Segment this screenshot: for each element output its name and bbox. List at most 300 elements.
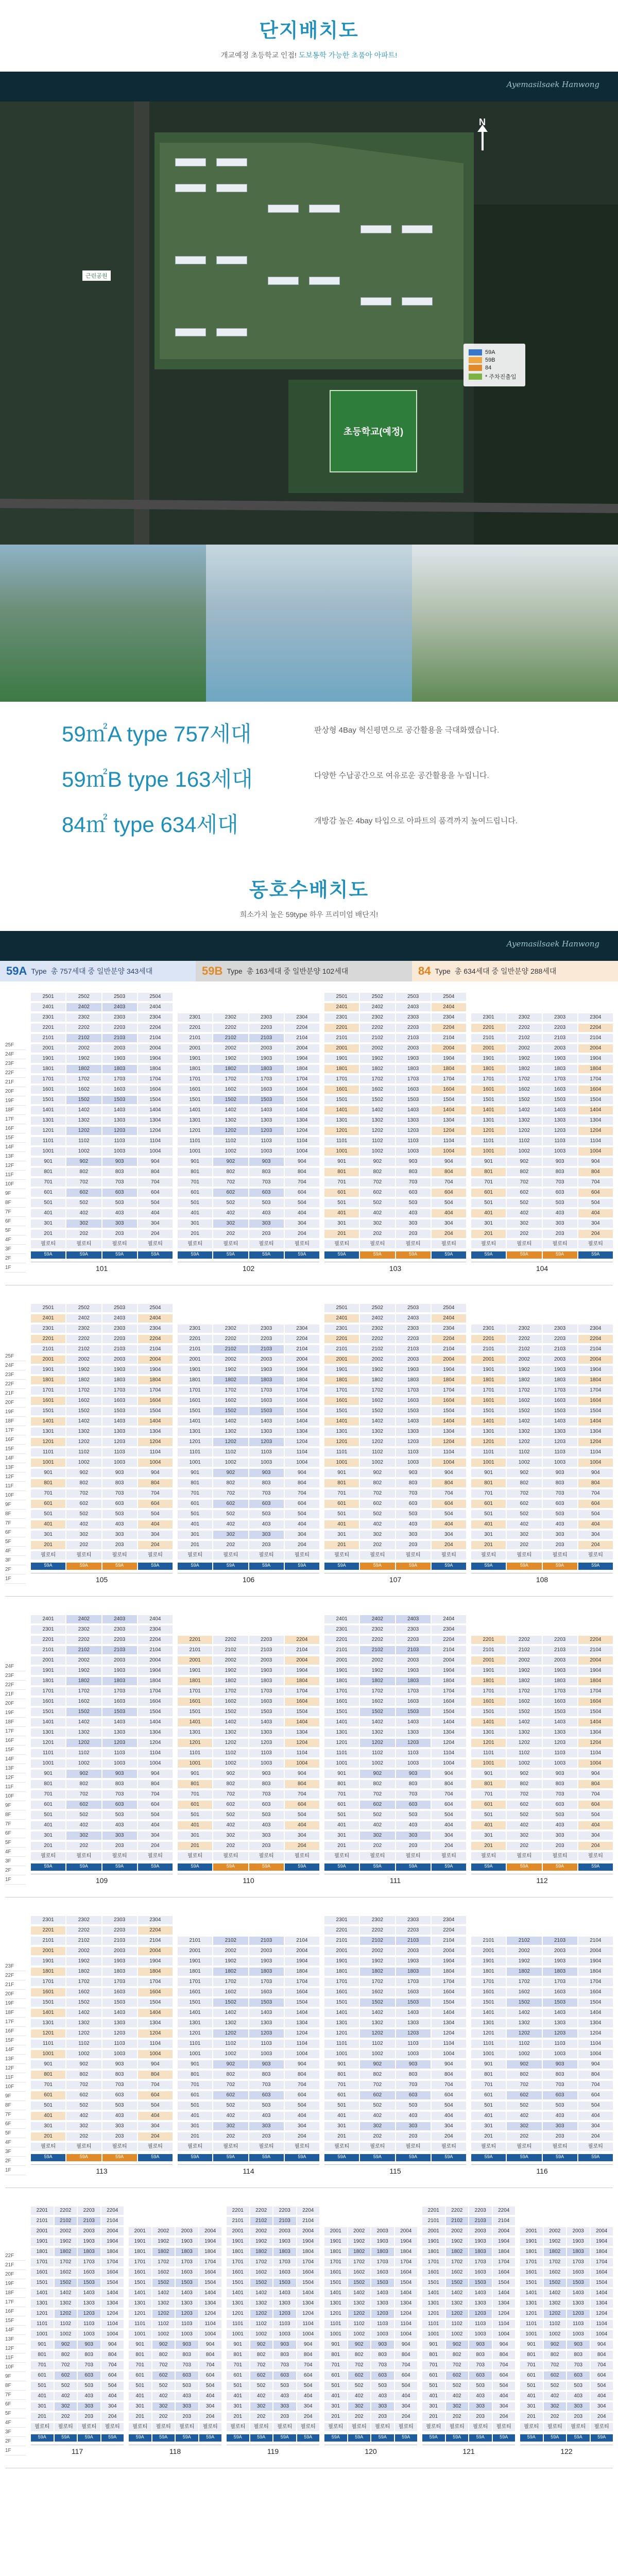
unit-cell: 1602 [213, 1086, 248, 1094]
unit-cell: 902 [213, 2060, 248, 2069]
unit-cell: 1302 [360, 1728, 394, 1737]
unit-cell: 602 [152, 2371, 175, 2380]
unit-cell: 2201 [227, 2207, 249, 2215]
unit-type-tag: 59A [213, 1863, 248, 1871]
unit-cell: 2101 [31, 1937, 65, 1945]
unit-cell: 2104 [578, 1646, 613, 1654]
unit-cell: 1201 [31, 2029, 65, 2038]
unit-cell: 2402 [360, 1314, 394, 1323]
unit-cell: 1302 [360, 1116, 394, 1125]
unit-cell: 2302 [360, 1916, 394, 1924]
unit-cell: 903 [396, 2060, 431, 2069]
floor-label: 20F [5, 1087, 26, 1096]
unit-cell: 1502 [213, 1407, 248, 1415]
unit-cell: 403 [176, 2392, 198, 2400]
unit-cell: 301 [471, 2122, 506, 2130]
unit-cell: 1302 [507, 1428, 541, 1436]
legend-item [469, 357, 520, 363]
unit-cell: 1604 [432, 1988, 466, 1996]
building-number: 111 [324, 1874, 466, 1885]
unit-cell: 2101 [471, 1646, 506, 1654]
unit-type-tag: 59A [578, 2154, 613, 2161]
unit-cell: 1702 [55, 2258, 77, 2266]
unit-cell: 2002 [66, 1656, 101, 1665]
unit-cell: 2104 [285, 1937, 319, 1945]
unit-cell: 2303 [102, 1625, 137, 1634]
unit-cell: 1204 [432, 1127, 466, 1135]
building-109 [31, 1615, 173, 1885]
unit-cell: 901 [422, 2341, 445, 2349]
unit-cell: 301 [324, 2122, 359, 2130]
unit-cell: 602 [360, 1500, 394, 1508]
unit-cell: 403 [249, 2112, 284, 2120]
floor-label: 24F [5, 1050, 26, 1059]
unit-cell: 802 [250, 2351, 273, 2359]
unit-cell: 2103 [78, 2217, 100, 2225]
unit-cell: 902 [250, 2341, 273, 2349]
floor-label: 9F [5, 1189, 26, 1198]
unit-cell: 필로티 [469, 2423, 492, 2431]
unit-cell: 1301 [31, 2299, 54, 2308]
floor-labels [5, 2251, 26, 2455]
floor-label: 8F [5, 1810, 26, 1820]
unit-cell: 필로티 [396, 1551, 431, 1560]
empty-unit [371, 2207, 394, 2215]
unit-cell: 902 [152, 2341, 175, 2349]
unit-cell: 1104 [578, 1749, 613, 1757]
unit-cell: 2001 [31, 1044, 65, 1053]
unit-cell: 1002 [213, 1147, 248, 1156]
unit-cell: 704 [285, 1489, 319, 1498]
unit-type-footer [31, 1251, 173, 1259]
unit-cell: 1402 [213, 2009, 248, 2017]
type-desc: 다양한 수납공간으로 여유로운 공간활용을 누립니다. [314, 771, 489, 780]
unit-cell: 1901 [31, 1055, 65, 1063]
unit-cell: 1602 [66, 1397, 101, 1405]
unit-cell: 1302 [213, 1428, 248, 1436]
unit-cell: 404 [285, 1821, 319, 1829]
unit-cell: 1404 [578, 1106, 613, 1114]
unit-cell: 1802 [213, 1968, 248, 1976]
unit-cell: 1403 [567, 2289, 590, 2297]
unit-cell: 1902 [360, 1055, 394, 1063]
unit-cell: 1901 [31, 1667, 65, 1675]
unit-cell: 1801 [31, 1376, 65, 1384]
unit-cell: 2202 [446, 2207, 469, 2215]
unit-cell: 2204 [578, 1335, 613, 1343]
unit-cell: 2004 [285, 1355, 319, 1364]
unit-cell: 2002 [152, 2227, 175, 2235]
unit-cell: 1302 [250, 2299, 273, 2308]
unit-cell: 2202 [360, 1335, 394, 1343]
unit-cell: 1103 [543, 2040, 577, 2048]
unit-cell: 2203 [396, 1024, 431, 1032]
unit-cell: 302 [152, 2402, 175, 2411]
floor-label: 12F [5, 1472, 26, 1482]
unit-cell: 2302 [66, 1325, 101, 1333]
unit-cell: 2303 [249, 1013, 284, 1022]
unit-cell: 2001 [471, 1947, 506, 1955]
unit-cell: 701 [178, 1178, 212, 1187]
unit-cell: 1102 [213, 1448, 248, 1456]
unit-cell: 1402 [250, 2289, 273, 2297]
empty-unit [285, 1916, 319, 1924]
unit-cell: 1901 [129, 2238, 151, 2246]
unit-cell: 1302 [66, 1728, 101, 1737]
unit-cell: 2003 [371, 2227, 394, 2235]
unit-cell: 2002 [360, 1355, 394, 1364]
unit-cell: 801 [471, 1780, 506, 1788]
unit-cell: 1003 [396, 1459, 431, 1467]
unit-cell: 402 [360, 1520, 394, 1529]
unit-plan-title: 동호수배치도 [249, 879, 369, 901]
unit-cell: 2104 [138, 1034, 173, 1042]
unit-cell: 2002 [507, 1355, 541, 1364]
unit-cell: 1302 [507, 2019, 541, 2027]
floor-label: 25F [5, 1041, 26, 1050]
unit-cell: 701 [178, 2081, 212, 2089]
unit-cell: 1104 [493, 2320, 516, 2328]
unit-cell: 1201 [324, 2029, 359, 2038]
unit-cell: 904 [578, 1158, 613, 1166]
empty-unit [591, 2207, 613, 2215]
unit-grid [422, 2207, 515, 2432]
unit-cell: 2104 [493, 2217, 516, 2225]
unit-cell: 1101 [324, 1749, 359, 1757]
unit-cell: 1004 [578, 1459, 613, 1467]
unit-cell: 1404 [297, 2289, 320, 2297]
section-band [0, 72, 618, 101]
unit-cell: 203 [102, 1842, 137, 1850]
unit-cell: 1804 [138, 1065, 173, 1073]
unit-cell: 1402 [446, 2289, 469, 2297]
unit-cell: 1401 [178, 2009, 212, 2017]
unit-cell: 203 [102, 2132, 137, 2141]
unit-cell: 401 [31, 2392, 54, 2400]
building-113 [31, 1916, 173, 2175]
unit-cell: 1004 [285, 1759, 319, 1768]
unit-cell: 1602 [507, 1988, 541, 1996]
unit-cell: 1403 [249, 1718, 284, 1726]
unit-cell: 1504 [432, 1096, 466, 1104]
unit-cell: 2304 [138, 1013, 173, 1022]
unit-cell: 504 [138, 1811, 173, 1819]
unit-cell: 803 [543, 2071, 577, 2079]
unit-cell: 2002 [66, 1355, 101, 1364]
unit-cell: 필로티 [102, 1240, 137, 1248]
unit-cell: 1803 [102, 1677, 137, 1685]
floor-label: 13F [5, 1764, 26, 1773]
unit-cell: 1603 [273, 2268, 296, 2277]
unit-cell: 2101 [422, 2217, 445, 2225]
legend-label: * 주차진출입 [485, 374, 517, 380]
unit-cell: 1603 [102, 1988, 137, 1996]
unit-cell: 2104 [138, 1937, 173, 1945]
unit-type-footer [520, 2434, 613, 2442]
empty-unit [567, 2207, 590, 2215]
unit-cell: 2202 [66, 1335, 101, 1343]
unit-grid [178, 1916, 319, 2152]
unit-cell: 603 [249, 2091, 284, 2099]
unit-cell: 1802 [66, 1065, 101, 1073]
unit-cell: 1802 [507, 1376, 541, 1384]
floor-label: 10F [5, 1180, 26, 1189]
unit-cell: 504 [432, 1510, 466, 1518]
unit-type-tag: 59A [324, 1563, 359, 1570]
unit-cell: 402 [348, 2392, 371, 2400]
legend-desc: 총 163세대 중 일반분양 102세대 [246, 967, 349, 975]
unit-cell: 2403 [396, 1615, 431, 1623]
unit-cell: 1903 [371, 2238, 394, 2246]
building-119 [227, 2207, 319, 2455]
unit-cell: 2502 [360, 1304, 394, 1312]
floor-label: 23F [5, 1059, 26, 1069]
unit-cell: 필로티 [178, 2143, 212, 2151]
unit-cell: 903 [567, 2341, 590, 2349]
unit-type-tag: 59A [249, 2154, 284, 2161]
unit-cell: 1703 [102, 1386, 137, 1395]
unit-cell: 2201 [324, 1335, 359, 1343]
unit-cell: 2101 [31, 2217, 54, 2225]
unit-cell: 702 [213, 1790, 248, 1799]
legend-type-suffix: Type [227, 967, 243, 975]
unit-cell: 804 [578, 1168, 613, 1176]
unit-cell: 1201 [471, 1438, 506, 1446]
unit-type-tag: 59A [471, 1563, 506, 1570]
unit-cell: 901 [324, 1469, 359, 1477]
unit-cell: 1402 [360, 1106, 394, 1114]
unit-cell: 203 [273, 2413, 296, 2421]
unit-cell: 601 [31, 1801, 65, 1809]
unit-cell: 202 [213, 2132, 248, 2141]
unit-cell: 1801 [31, 2248, 54, 2256]
unit-type-tag: 59A [138, 1251, 173, 1259]
unit-cell: 803 [78, 2351, 100, 2359]
unit-cell: 1202 [360, 1127, 394, 1135]
unit-cell: 1403 [543, 2009, 577, 2017]
empty-unit [591, 2217, 613, 2225]
unit-cell: 1104 [395, 2320, 418, 2328]
unit-cell: 1702 [507, 1075, 541, 1083]
unit-cell: 703 [273, 2361, 296, 2369]
unit-cell: 1904 [578, 1957, 613, 1965]
unit-cell: 1903 [102, 1366, 137, 1374]
unit-cell: 404 [432, 2112, 466, 2120]
unit-cell: 1304 [285, 1728, 319, 1737]
unit-cell: 1901 [471, 1957, 506, 1965]
empty-unit [507, 1304, 541, 1312]
unit-cell: 1601 [324, 2268, 347, 2277]
unit-type-tag: 59A [297, 2434, 320, 2442]
unit-cell: 203 [396, 1541, 431, 1549]
unit-cell: 1704 [578, 1075, 613, 1083]
unit-cell: 2003 [249, 1656, 284, 1665]
unit-cell: 401 [520, 2392, 543, 2400]
unit-cell: 701 [324, 1489, 359, 1498]
unit-cell: 1802 [507, 1677, 541, 1685]
unit-cell: 필로티 [543, 1551, 577, 1560]
unit-cell: 1701 [471, 1978, 506, 1986]
unit-cell: 1303 [78, 2299, 100, 2308]
unit-cell: 필로티 [31, 2423, 54, 2431]
unit-cell: 304 [578, 1219, 613, 1228]
unit-cell: 901 [471, 1469, 506, 1477]
unit-cell: 1002 [152, 2330, 175, 2338]
unit-cell: 1004 [138, 1759, 173, 1768]
unit-cell: 2003 [249, 1044, 284, 1053]
unit-cell: 802 [360, 2071, 394, 2079]
unit-cell: 2304 [578, 1325, 613, 1333]
unit-cell: 1001 [324, 2330, 347, 2338]
unit-cell: 201 [178, 2132, 212, 2141]
building-number: 120 [324, 2445, 417, 2455]
empty-unit [285, 993, 319, 1001]
unit-cell: 1703 [249, 1075, 284, 1083]
unit-cell: 2301 [178, 1013, 212, 1022]
legend-type-suffix: Type [31, 967, 47, 975]
unit-cell: 803 [543, 1479, 577, 1487]
floor-label: 12F [5, 1161, 26, 1171]
apartment-block [216, 184, 247, 192]
unit-cell: 1203 [543, 1438, 577, 1446]
unit-cell: 필로티 [102, 2143, 137, 2151]
unit-cell: 402 [507, 2112, 541, 2120]
unit-cell: 503 [543, 2102, 577, 2110]
unit-cell: 1601 [178, 1397, 212, 1405]
unit-cell: 1301 [324, 1116, 359, 1125]
unit-cell: 2003 [176, 2227, 198, 2235]
unit-cell: 1101 [324, 2040, 359, 2048]
unit-cell: 403 [78, 2392, 100, 2400]
unit-cell: 2401 [324, 1003, 359, 1011]
unit-cell: 402 [507, 1209, 541, 1217]
unit-grid [178, 1615, 319, 1861]
unit-cell: 401 [129, 2392, 151, 2400]
floor-label: 9F [5, 2092, 26, 2101]
unit-cell: 1702 [250, 2258, 273, 2266]
unit-cell: 1102 [507, 1448, 541, 1456]
unit-cell: 1003 [396, 1759, 431, 1768]
unit-cell: 501 [324, 1811, 359, 1819]
floor-label: 10F [5, 2082, 26, 2092]
unit-grid [129, 2207, 221, 2432]
unit-cell: 1902 [66, 1055, 101, 1063]
unit-cell: 603 [543, 1500, 577, 1508]
unit-cell: 1301 [471, 1116, 506, 1125]
unit-cell: 2403 [396, 1003, 431, 1011]
unit-cell: 1404 [578, 2009, 613, 2017]
unit-cell: 1103 [469, 2320, 492, 2328]
unit-cell: 1804 [395, 2248, 418, 2256]
unit-cell: 필로티 [31, 1852, 65, 1860]
unit-type-footer [324, 1563, 466, 1570]
floor-label: 20F [5, 1990, 26, 1999]
unit-cell: 1502 [507, 1998, 541, 2007]
unit-cell: 301 [471, 1531, 506, 1539]
unit-cell: 901 [520, 2341, 543, 2349]
unit-cell: 1702 [66, 1386, 101, 1395]
unit-cell: 2102 [507, 1937, 541, 1945]
unit-cell: 703 [249, 2081, 284, 2089]
unit-cell: 1902 [213, 1055, 248, 1063]
unit-cell: 1103 [102, 1137, 137, 1145]
unit-cell: 701 [422, 2361, 445, 2369]
unit-cell: 402 [66, 2112, 101, 2120]
unit-cell: 1803 [371, 2248, 394, 2256]
unit-cell: 804 [297, 2351, 320, 2359]
unit-cell: 903 [396, 1158, 431, 1166]
unit-cell: 1404 [578, 1417, 613, 1426]
unit-cell: 1603 [543, 1698, 577, 1706]
unit-cell: 1204 [285, 1438, 319, 1446]
unit-cell: 1202 [152, 2310, 175, 2318]
unit-cell: 1501 [178, 1708, 212, 1716]
unit-cell: 1403 [396, 2009, 431, 2017]
unit-cell: 603 [102, 1189, 137, 1197]
unit-cell: 1903 [567, 2238, 590, 2246]
unit-grid [324, 1615, 466, 1861]
unit-cell: 702 [507, 1790, 541, 1799]
unit-cell: 1303 [543, 1728, 577, 1737]
building-112 [471, 1615, 613, 1885]
unit-cell: 2304 [138, 1625, 173, 1634]
unit-cell: 303 [396, 2122, 431, 2130]
unit-cell: 1204 [138, 1438, 173, 1446]
unit-cell: 1004 [285, 1147, 319, 1156]
unit-cell: 1901 [471, 1055, 506, 1063]
unit-cell: 304 [578, 1832, 613, 1840]
unit-cell: 1703 [469, 2258, 492, 2266]
unit-cell: 1102 [213, 1749, 248, 1757]
unit-cell: 2004 [101, 2227, 124, 2235]
unit-cell: 1402 [213, 1718, 248, 1726]
unit-cell: 802 [66, 1168, 101, 1176]
unit-cell: 201 [129, 2413, 151, 2421]
unit-cell: 1801 [31, 1677, 65, 1685]
unit-cell: 504 [395, 2382, 418, 2390]
floor-label: 15F [5, 1445, 26, 1454]
unit-cell: 803 [371, 2351, 394, 2359]
unit-cell: 1904 [138, 1667, 173, 1675]
unit-cell: 201 [227, 2413, 249, 2421]
unit-cell: 1203 [249, 2029, 284, 2038]
unit-cell: 604 [297, 2371, 320, 2380]
unit-cell: 1102 [507, 1137, 541, 1145]
unit-cell: 703 [543, 1790, 577, 1799]
unit-cell: 1201 [178, 1127, 212, 1135]
unit-cell: 2004 [285, 1656, 319, 1665]
unit-cell: 1703 [176, 2258, 198, 2266]
unit-cell: 402 [544, 2392, 566, 2400]
unit-cell: 1903 [273, 2238, 296, 2246]
unit-cell: 1802 [66, 1677, 101, 1685]
unit-cell: 1202 [544, 2310, 566, 2318]
unit-cell: 1602 [360, 1988, 394, 1996]
unit-type-tag: 59A [31, 2154, 65, 2161]
unit-cell: 필로티 [152, 2423, 175, 2431]
unit-cell: 1503 [102, 1998, 137, 2007]
unit-cell: 201 [520, 2413, 543, 2421]
unit-cell: 1603 [176, 2268, 198, 2277]
unit-cell: 503 [469, 2382, 492, 2390]
unit-cell: 2103 [102, 1646, 137, 1654]
unit-cell: 903 [176, 2341, 198, 2349]
unit-cell: 1401 [471, 1718, 506, 1726]
unit-cell: 필로티 [396, 1240, 431, 1248]
unit-cell: 1202 [507, 1438, 541, 1446]
unit-cell: 필로티 [273, 2423, 296, 2431]
unit-cell: 301 [31, 1219, 65, 1228]
